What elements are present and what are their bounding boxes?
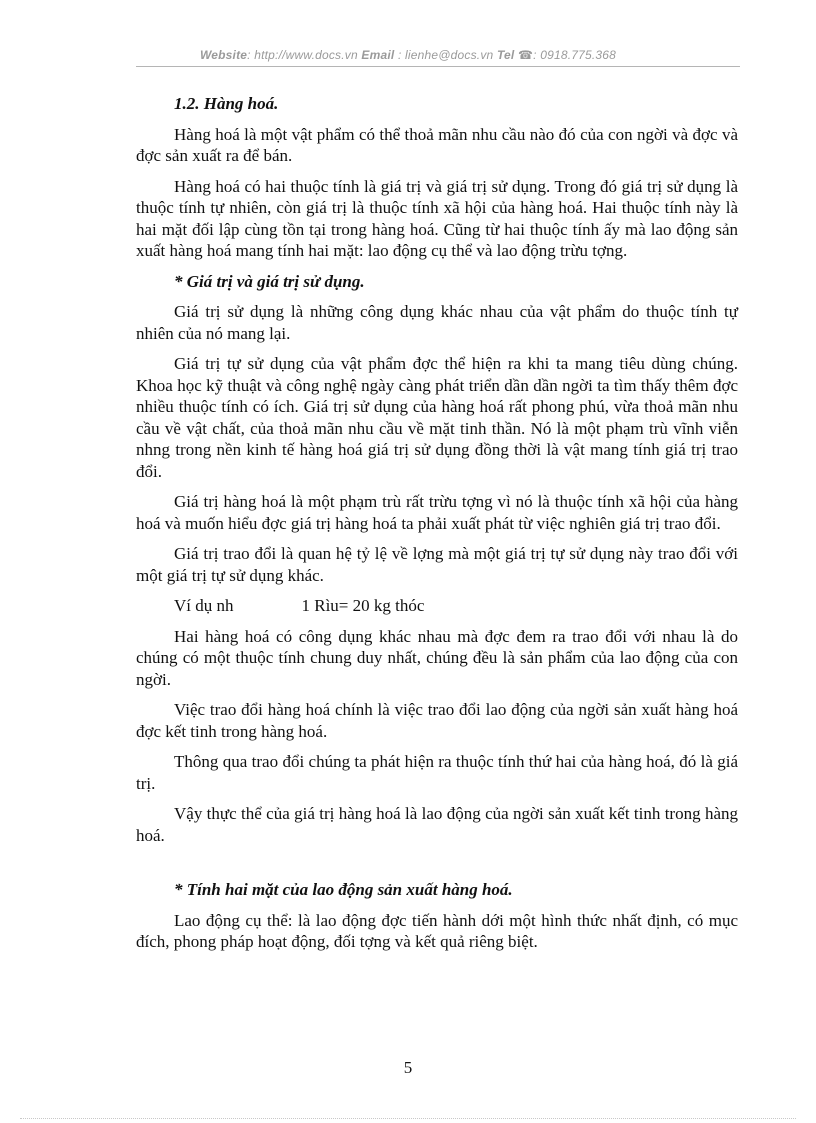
paragraph: Vậy thực thể của giá trị hàng hoá là lao động của ngời sản xuất kết tinh trong hàng hoá. [136, 804, 738, 845]
subsection-title: * Giá trị và giá trị sử dụng. [174, 271, 365, 291]
paragraph: Giá trị trao đổi là quan hệ tỷ lệ về lợng mà một giá trị tự sử dụng này trao đổi với một giá trị tự sử dụng khác. [136, 544, 738, 585]
paragraph: Hai hàng hoá có công dụng khác nhau mà đợc đem ra trao đổi với nhau là do chúng có một thuộc tính chung duy nhất, chúng đều là sản phẩm của lao động của con ngời. [136, 626, 738, 689]
spacer [136, 855, 738, 879]
footer-divider [20, 1118, 796, 1119]
paragraph: Lao động cụ thể: là lao động đợc tiến hành dới một hình thức nhất định, có mục đích, phong pháp hoạt động, đối tợng và kết quả riêng biệt. [136, 910, 738, 951]
website-label: Website [199, 48, 248, 62]
paragraph: Hàng hoá là một vật phẩm có thể thoả mãn nhu cầu nào đó của con ngời và đợc và đợc sản xuất ra để bán. [136, 124, 738, 165]
example-line: Ví dụ nh 1 Rìu= 20 kg thóc [174, 596, 425, 615]
paragraph: Giá trị hàng hoá là một phạm trù rất trừu tợng vì nó là thuộc tính xã hội của hàng hoá và muốn hiểu đợc giá trị hàng hoá ta phải xuất phát từ việc nghiên giá trị trao đổi. [136, 492, 738, 533]
paragraph: Hàng hoá có hai thuộc tính là giá trị và giá trị sử dụng. Trong đó giá trị sử dụng là thuộc tính tự nhiên, còn giá trị là thuộc tính xã hội của hàng hoá. Hai thuộc tính này là hai mặt đối lập cùng tồn tại trong hàng hoá. Cũng từ hai thuộc tính ấy mà lao động sản xuất hàng hoá mang tính hai mặt: lao động cụ thể và lao động trừu tợng. [136, 176, 738, 260]
paragraph: Giá trị tự sử dụng của vật phẩm đợc thể hiện ra khi ta mang tiêu dùng chúng. Khoa học kỹ thuật và công nghệ ngày càng phát triển dần dần ngời ta tìm thấy thêm đợc nhiều thuộc tính có ích. Giá trị sử dụng của hàng hoá rất phong phú, vừa thoả mãn nhu cầu về vật chất, của thoả mãn nhu cầu về mặt tinh thần. Nó là một phạm trù vĩnh viễn nhng trong nền kinh tế hàng hoá giá trị sử dụng đồng thời là vật mang tính giá trị trao đổi. [136, 354, 738, 481]
header-divider [136, 66, 740, 67]
email-label: Email [361, 48, 395, 62]
paragraph: Giá trị sử dụng là những công dụng khác nhau của vật phẩm do thuộc tính tự nhiên của nó mang lại. [136, 302, 738, 343]
page-header [0, 48, 816, 62]
tel-label: Tel [496, 48, 515, 62]
page-number: 5 [403, 1058, 413, 1077]
section-title: 1.2. Hàng hoá. [174, 94, 279, 113]
website-value: : http://www.docs.vn [247, 48, 358, 62]
subsection-title: * Tính hai mặt của lao động sản xuất hàng hoá. [174, 880, 513, 899]
paragraph: Việc trao đổi hàng hoá chính là việc trao đổi lao động của ngời sản xuất hàng hoá đợc kết tinh trong hàng hoá. [136, 700, 738, 741]
document-body [136, 93, 738, 962]
paragraph: Thông qua trao đổi chúng ta phát hiện ra thuộc tính thứ hai của hàng hoá, đó là giá trị. [136, 752, 738, 793]
tel-value: ☎: 0918.775.368 [518, 48, 617, 62]
email-value: : lienhe@docs.vn [397, 48, 494, 62]
